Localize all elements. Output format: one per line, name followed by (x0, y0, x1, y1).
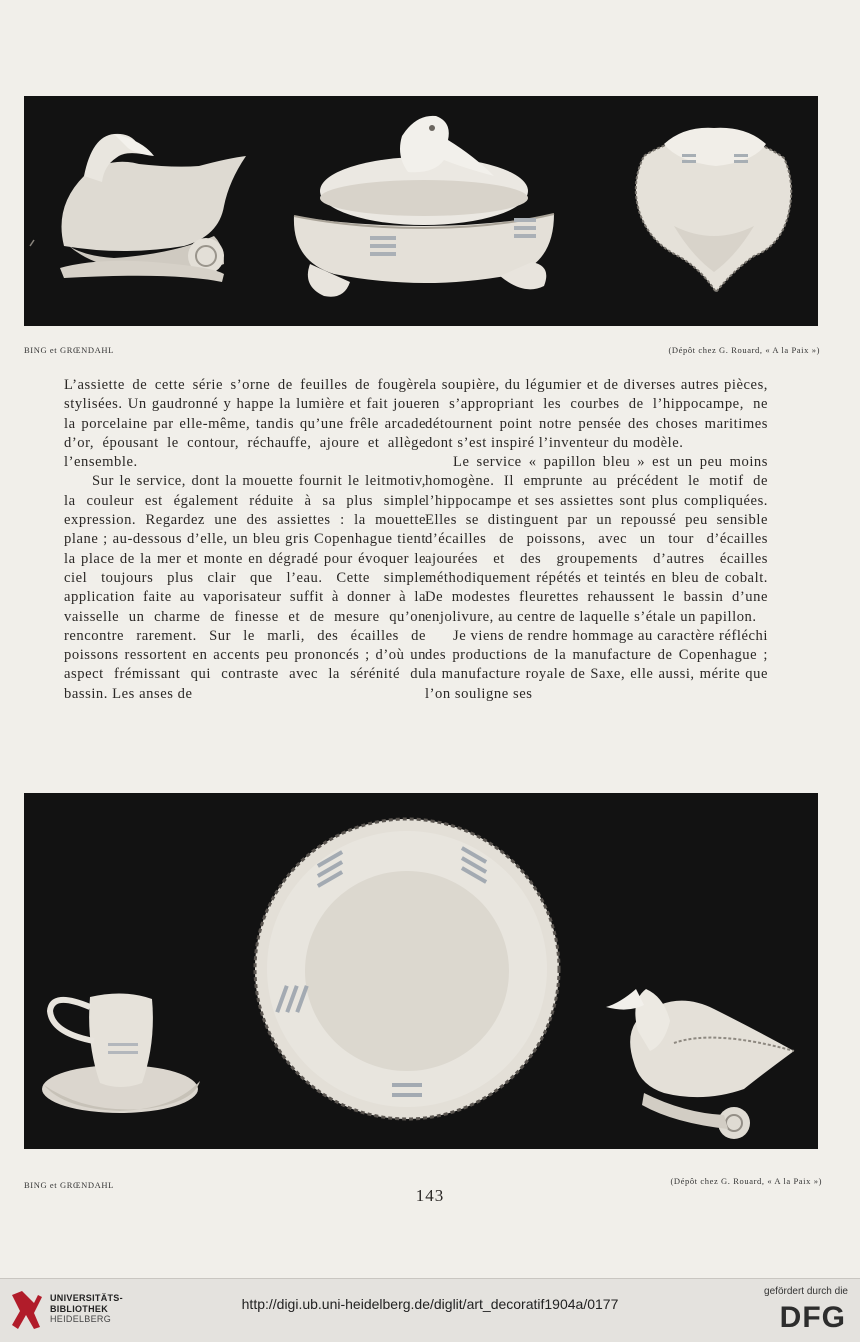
cup-and-saucer-image (42, 993, 200, 1113)
bottom-photo-credit-right: (Dépôt chez G. Rouard, « A la Paix ») (670, 1176, 822, 1186)
plate-image (255, 819, 559, 1119)
bottom-photo-credit-left: BING et GRŒNDAHL (24, 1180, 114, 1190)
paragraph: Je viens de rendre hommage au caractère réfléchi des productions de la manufacture de Copenhague ; la manufacture royale de Saxe, elle aussi, mérite que l’on souligne ses (425, 627, 768, 702)
page-number: 143 (415, 1186, 445, 1205)
paragraph: la soupière, du légumier et de diverses autres pièces, en s’appropriant les courbes de l’hippocampe, ne détournent point notre pensée des choses maritimes dont s’est inspiré l’inventeur du modèle. (425, 377, 768, 451)
library-line-2: BIBLIOTHEK (50, 1303, 108, 1314)
top-photo-credit-right: (Dépôt chez G. Rouard, « A la Paix ») (668, 345, 820, 355)
paragraph: Sur le service, dont la mouette fournit le leitmotiv, la couleur est également réduite à sa plus simple expression. Regardez une des assiettes : la mouette plane ; au-dessous d’elle, un bleu gris Copenhague tient la place de la mer et monte en dégradé pour évoquer le ciel toujours plus clair que l’eau. Cette simple application faite au vaporisateur suffit à donner à la vaisselle un charme de finesse et de mesure qu’on rencontre rarement. Sur le marli, des écailles de poissons ressortent en accents peu prononcés ; d’où un aspect frémissant qui contraste avec la sérénité du bassin. Les anses de (64, 473, 426, 702)
funding-label: gefördert durch die (764, 1286, 848, 1297)
library-line-3: HEIDELBERG (50, 1314, 112, 1324)
paragraph: Le service « papillon bleu » est un peu moins homogène. Il emprunte au précédent le motif de l’hippocampe et ses assiettes sont plus compliquées. Elles se distinguent par un repoussé peu sensible d’écailles de poissons, avec un tour d’écailles ajourées et des groupements d’autres écailles méthodiquement répétés et teintés en bleu de cobalt. De modestes fleurettes rehaussent le bassin d’une enjolivure, au centre de laquelle s’étale un papillon. (425, 454, 768, 625)
source-url-link[interactable]: http://digi.ub.uni-heidelberg.de/diglit/art_decoratif1904a/0177 (241, 1296, 619, 1312)
paragraph: L’assiette de cette série s’orne de feuilles de fougère stylisées. Un gaudronné y happe la lumière et fait jouer la porcelaine par elle-même, tandis qu’une frêle arcade d’or, épousant le contour, réchauffe, ajoure et allège l’ensemble. (64, 377, 426, 471)
kingfisher-sauceboat-image (606, 989, 794, 1139)
shell-dish-image (636, 128, 791, 292)
footer-bar (0, 1278, 860, 1342)
text-column-right (425, 376, 768, 704)
library-line-1: UNIVERSITÄTS- (50, 1293, 123, 1303)
top-photo-credit-left: BING et GRŒNDAHL (24, 345, 114, 355)
bottom-photograph (24, 793, 818, 1149)
dfg-logo-icon: DFG (779, 1301, 846, 1334)
bird-tureen-image (294, 116, 554, 297)
top-photograph (24, 96, 818, 326)
text-column-left (64, 376, 426, 704)
bird-sauceboat-image (60, 134, 246, 282)
